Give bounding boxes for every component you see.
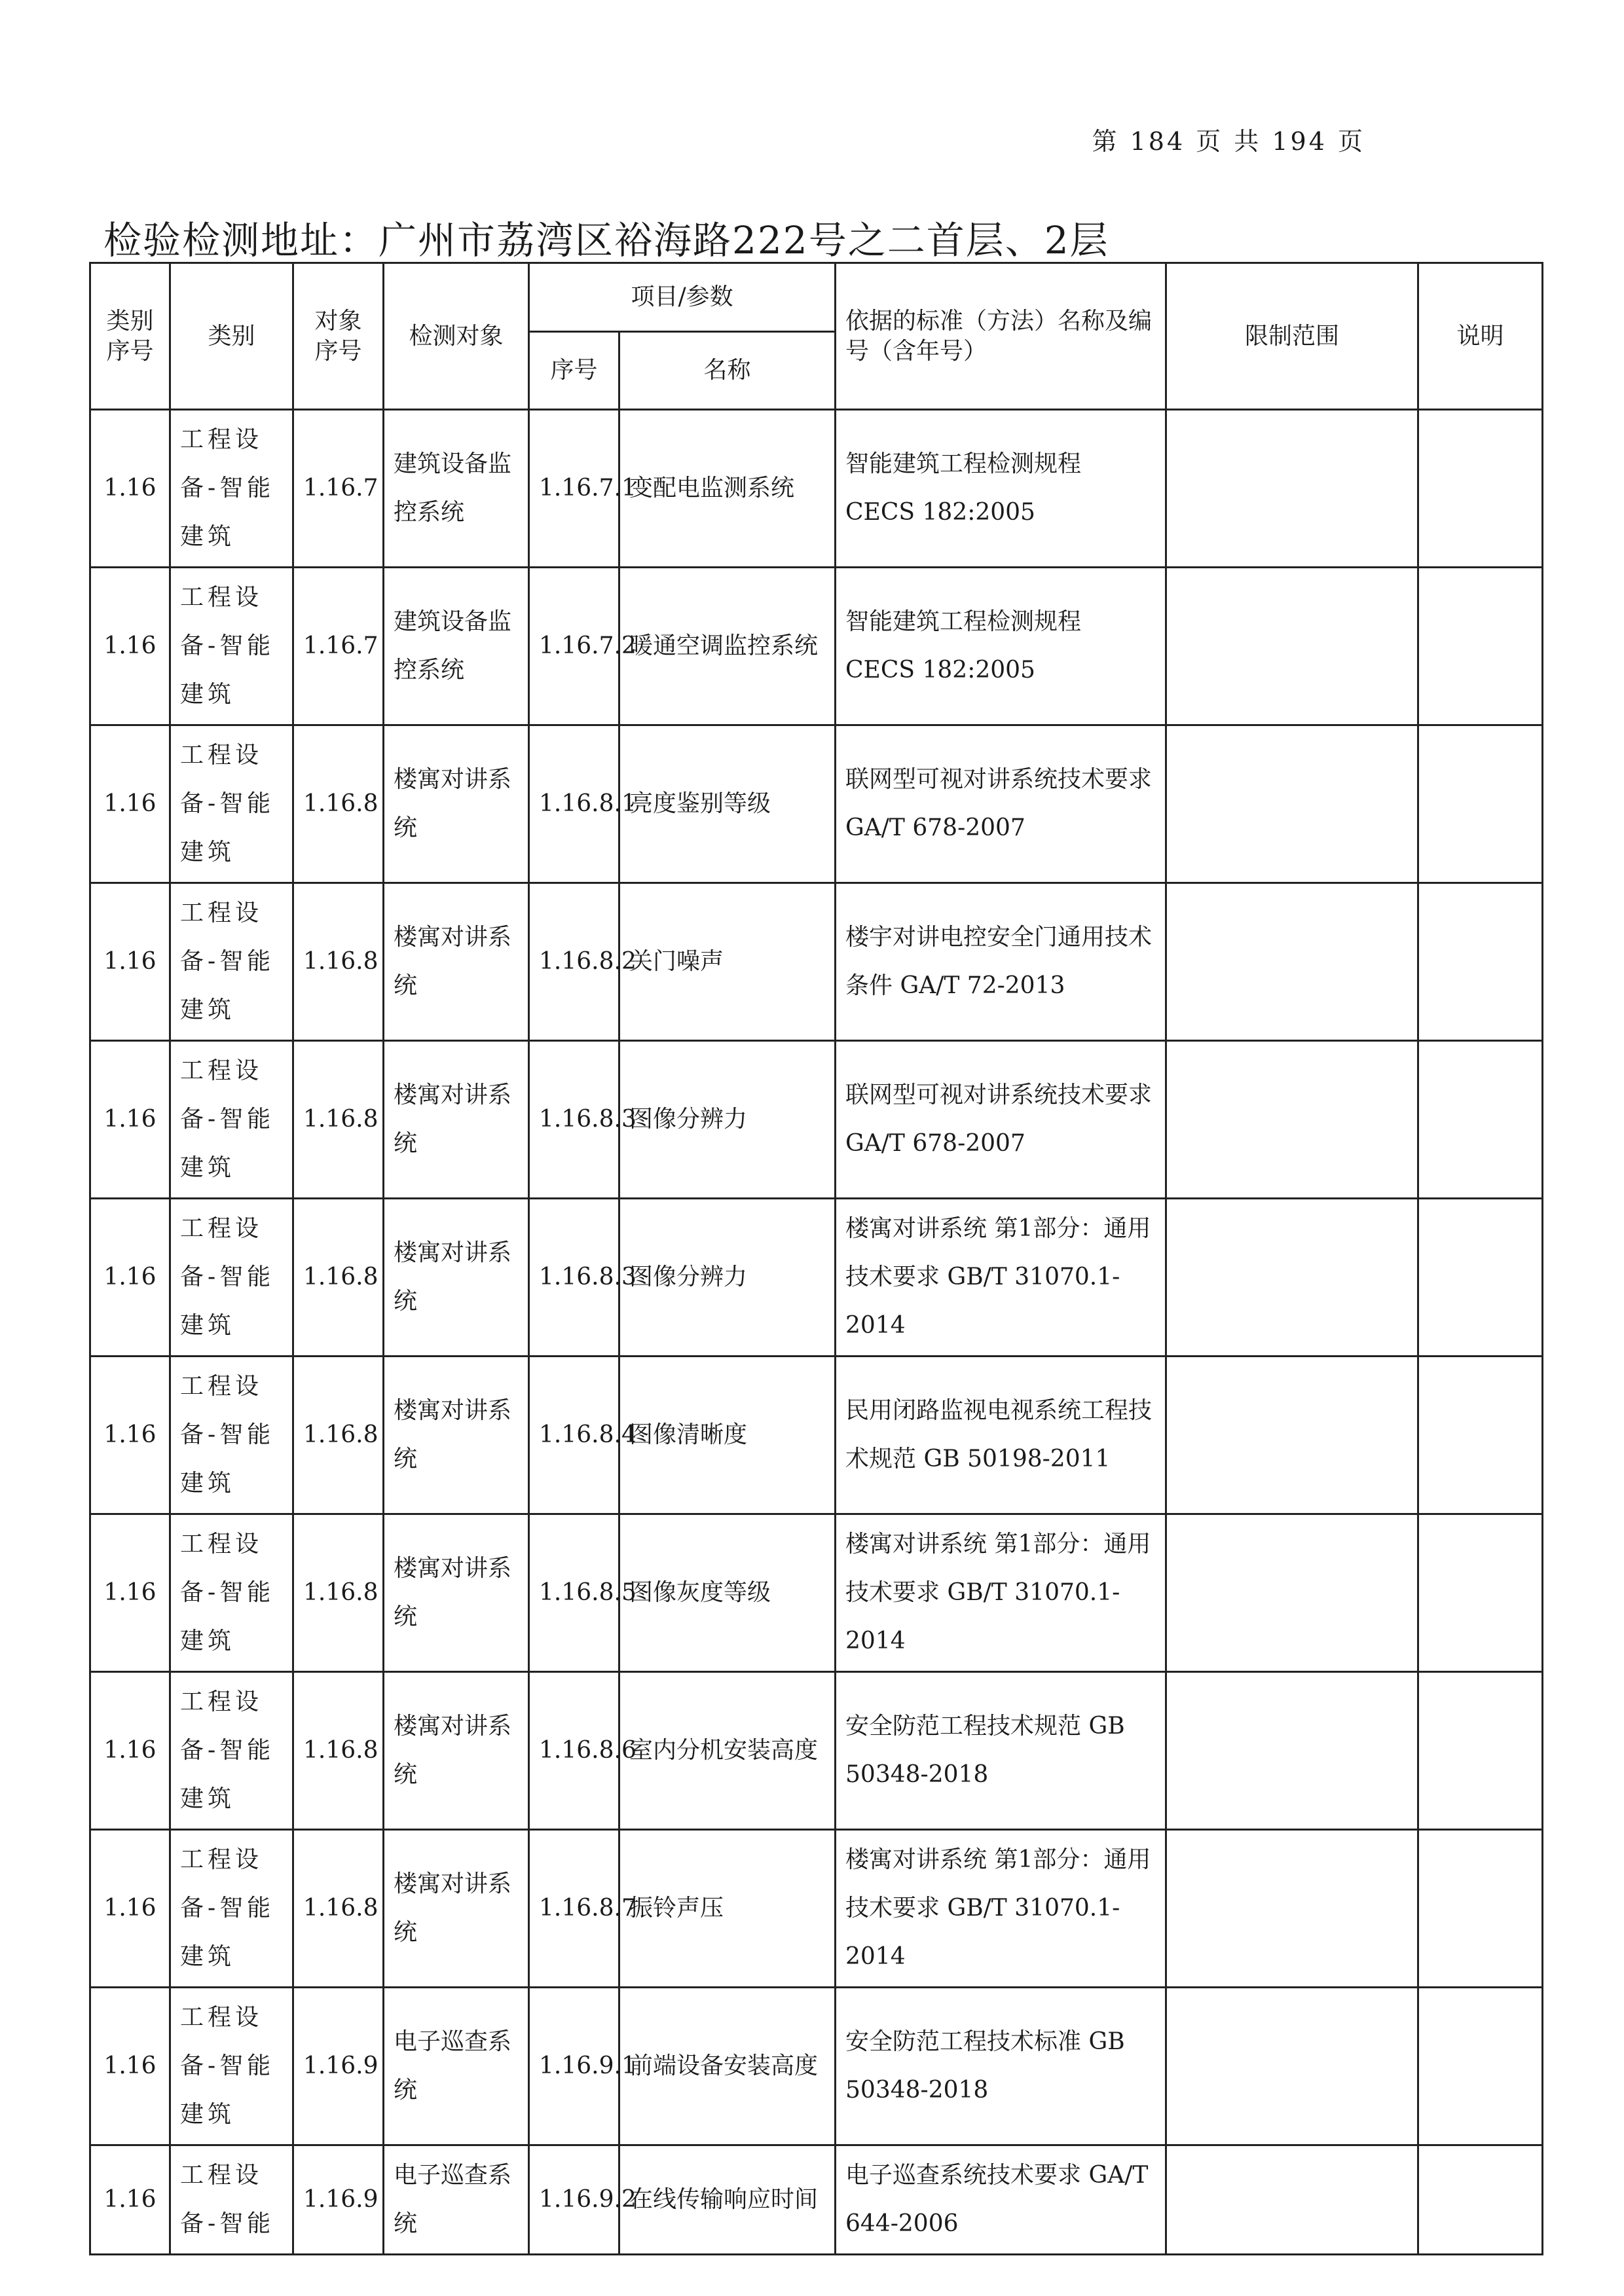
cat-no-cell: 1.16 [90, 568, 170, 725]
standard-cell: 联网型可视对讲系统技术要求 GA/T 678-2007 [836, 725, 1166, 883]
item-no-cell: 1.16.8.2 [529, 883, 619, 1041]
standard-cell: 智能建筑工程检测规程 CECS 182:2005 [836, 568, 1166, 725]
note-cell [1418, 1514, 1543, 1672]
standard-cell: 楼寓对讲系统 第1部分：通用技术要求 GB/T 31070.1-2014 [836, 1199, 1166, 1357]
obj-no-cell: 1.16.8 [293, 1514, 384, 1672]
table-row [90, 1672, 1543, 1830]
category-cell: 工程设备-智能建筑 [170, 883, 293, 1041]
item-name-cell: 室内分机安装高度 [619, 1672, 836, 1830]
table-row [90, 2145, 1543, 2255]
header-item-no: 序号 [529, 332, 619, 410]
object-cell: 建筑设备监控系统 [384, 568, 529, 725]
obj-no-cell: 1.16.7 [293, 568, 384, 725]
standard-cell: 联网型可视对讲系统技术要求 GA/T 678-2007 [836, 1041, 1166, 1199]
header-limit: 限制范围 [1166, 263, 1418, 410]
standard-cell: 智能建筑工程检测规程 CECS 182:2005 [836, 410, 1166, 568]
note-cell [1418, 1041, 1543, 1199]
cat-no-cell: 1.16 [90, 1830, 170, 1988]
obj-no-cell: 1.16.9 [293, 1988, 384, 2145]
item-no-cell: 1.16.8.3 [529, 1199, 619, 1357]
item-no-cell: 1.16.7.2 [529, 568, 619, 725]
table-row [90, 1830, 1543, 1988]
item-name-cell: 图像清晰度 [619, 1357, 836, 1514]
object-cell: 电子巡查系统 [384, 1988, 529, 2145]
standard-cell: 楼宇对讲电控安全门通用技术条件 GA/T 72-2013 [836, 883, 1166, 1041]
item-no-cell: 1.16.9.1 [529, 1988, 619, 2145]
obj-no-cell: 1.16.9 [293, 2145, 384, 2255]
category-cell: 工程设备-智能建筑 [170, 1041, 293, 1199]
object-cell: 楼寓对讲系统 [384, 883, 529, 1041]
note-cell [1418, 410, 1543, 568]
test-scope-table [89, 262, 1543, 2255]
limit-cell [1166, 1988, 1418, 2145]
obj-no-cell: 1.16.8 [293, 1672, 384, 1830]
note-cell [1418, 883, 1543, 1041]
limit-cell [1166, 1199, 1418, 1357]
item-no-cell: 1.16.8.3 [529, 1041, 619, 1199]
object-cell: 楼寓对讲系统 [384, 1672, 529, 1830]
obj-no-cell: 1.16.8 [293, 1357, 384, 1514]
header-cat-no: 类别序号 [90, 263, 170, 410]
cat-no-cell: 1.16 [90, 1514, 170, 1672]
table-row [90, 1514, 1543, 1672]
object-cell: 楼寓对讲系统 [384, 725, 529, 883]
limit-cell [1166, 1041, 1418, 1199]
item-name-cell: 关门噪声 [619, 883, 836, 1041]
object-cell: 楼寓对讲系统 [384, 1357, 529, 1514]
note-cell [1418, 1988, 1543, 2145]
standard-cell: 电子巡查系统技术要求 GA/T 644-2006 [836, 2145, 1166, 2255]
category-cell: 工程设备-智能建筑 [170, 1672, 293, 1830]
item-name-cell: 亮度鉴别等级 [619, 725, 836, 883]
cat-no-cell: 1.16 [90, 1041, 170, 1199]
category-cell: 工程设备-智能建筑 [170, 1830, 293, 1988]
obj-no-cell: 1.16.8 [293, 725, 384, 883]
header-object: 检测对象 [384, 263, 529, 410]
item-name-cell: 图像分辨力 [619, 1199, 836, 1357]
item-name-cell: 暖通空调监控系统 [619, 568, 836, 725]
header-item-name: 名称 [619, 332, 836, 410]
note-cell [1418, 725, 1543, 883]
item-name-cell: 前端设备安装高度 [619, 1988, 836, 2145]
category-cell: 工程设备-智能建筑 [170, 410, 293, 568]
table-row [90, 725, 1543, 883]
object-cell: 楼寓对讲系统 [384, 1199, 529, 1357]
limit-cell [1166, 883, 1418, 1041]
header-standard: 依据的标准（方法）名称及编号（含年号） [836, 263, 1166, 410]
item-no-cell: 1.16.8.7 [529, 1830, 619, 1988]
item-no-cell: 1.16.8.6 [529, 1672, 619, 1830]
limit-cell [1166, 725, 1418, 883]
category-cell: 工程设备-智能建筑 [170, 1357, 293, 1514]
item-no-cell: 1.16.9.2 [529, 2145, 619, 2255]
object-cell: 楼寓对讲系统 [384, 1041, 529, 1199]
limit-cell [1166, 1830, 1418, 1988]
category-cell: 工程设备-智能建筑 [170, 1514, 293, 1672]
item-no-cell: 1.16.8.4 [529, 1357, 619, 1514]
note-cell [1418, 1199, 1543, 1357]
limit-cell [1166, 568, 1418, 725]
category-cell: 工程设备-智能 [170, 2145, 293, 2255]
cat-no-cell: 1.16 [90, 1357, 170, 1514]
note-cell [1418, 568, 1543, 725]
standard-cell: 民用闭路监视电视系统工程技术规范 GB 50198-2011 [836, 1357, 1166, 1514]
table-row [90, 1199, 1543, 1357]
test-address-heading: 检验检测地址：广州市荔湾区裕海路222号之二首层、2层 [103, 218, 1109, 263]
category-cell: 工程设备-智能建筑 [170, 568, 293, 725]
item-no-cell: 1.16.7.1 [529, 410, 619, 568]
object-cell: 楼寓对讲系统 [384, 1514, 529, 1672]
cat-no-cell: 1.16 [90, 725, 170, 883]
page-number: 第 184 页 共 194 页 [1092, 127, 1365, 156]
item-no-cell: 1.16.8.5 [529, 1514, 619, 1672]
table-row [90, 1357, 1543, 1514]
item-no-cell: 1.16.8.1 [529, 725, 619, 883]
cat-no-cell: 1.16 [90, 883, 170, 1041]
note-cell [1418, 1357, 1543, 1514]
note-cell [1418, 1830, 1543, 1988]
obj-no-cell: 1.16.8 [293, 1199, 384, 1357]
limit-cell [1166, 1672, 1418, 1830]
item-name-cell: 图像灰度等级 [619, 1514, 836, 1672]
item-name-cell: 在线传输响应时间 [619, 2145, 836, 2255]
table-row [90, 1041, 1543, 1199]
table-row [90, 1988, 1543, 2145]
object-cell: 电子巡查系统 [384, 2145, 529, 2255]
standard-cell: 安全防范工程技术标准 GB 50348-2018 [836, 1988, 1166, 2145]
table-row [90, 883, 1543, 1041]
obj-no-cell: 1.16.8 [293, 883, 384, 1041]
object-cell: 楼寓对讲系统 [384, 1830, 529, 1988]
limit-cell [1166, 2145, 1418, 2255]
table-row [90, 410, 1543, 568]
standard-cell: 楼寓对讲系统 第1部分：通用技术要求 GB/T 31070.1-2014 [836, 1514, 1166, 1672]
limit-cell [1166, 1357, 1418, 1514]
header-category: 类别 [170, 263, 293, 410]
limit-cell [1166, 410, 1418, 568]
standard-cell: 楼寓对讲系统 第1部分：通用技术要求 GB/T 31070.1-2014 [836, 1830, 1166, 1988]
cat-no-cell: 1.16 [90, 1199, 170, 1357]
note-cell [1418, 2145, 1543, 2255]
item-name-cell: 变配电监测系统 [619, 410, 836, 568]
obj-no-cell: 1.16.8 [293, 1830, 384, 1988]
table-row [90, 568, 1543, 725]
object-cell: 建筑设备监控系统 [384, 410, 529, 568]
category-cell: 工程设备-智能建筑 [170, 725, 293, 883]
standard-cell: 安全防范工程技术规范 GB 50348-2018 [836, 1672, 1166, 1830]
cat-no-cell: 1.16 [90, 1672, 170, 1830]
header-obj-no: 对象序号 [293, 263, 384, 410]
limit-cell [1166, 1514, 1418, 1672]
item-name-cell: 振铃声压 [619, 1830, 836, 1988]
cat-no-cell: 1.16 [90, 1988, 170, 2145]
header-item-group: 项目/参数 [529, 263, 836, 332]
header-note: 说明 [1418, 263, 1543, 410]
category-cell: 工程设备-智能建筑 [170, 1199, 293, 1357]
note-cell [1418, 1672, 1543, 1830]
cat-no-cell: 1.16 [90, 2145, 170, 2255]
item-name-cell: 图像分辨力 [619, 1041, 836, 1199]
obj-no-cell: 1.16.7 [293, 410, 384, 568]
obj-no-cell: 1.16.8 [293, 1041, 384, 1199]
cat-no-cell: 1.16 [90, 410, 170, 568]
category-cell: 工程设备-智能建筑 [170, 1988, 293, 2145]
